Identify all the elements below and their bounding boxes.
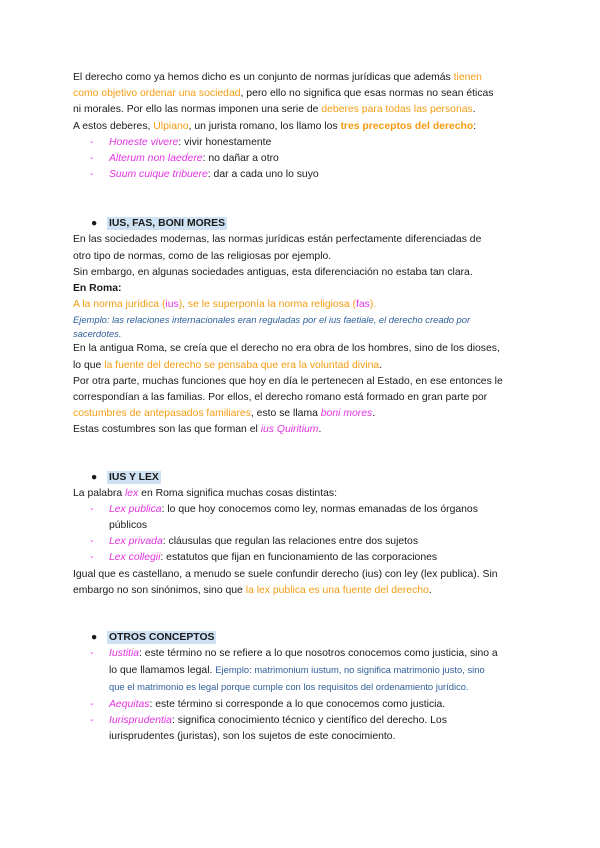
definition: lo que llamamos legal. xyxy=(109,665,216,677)
precepts-list xyxy=(73,135,533,184)
list-item xyxy=(73,534,533,550)
section-title: OTROS CONCEPTOS xyxy=(109,632,215,644)
text: . xyxy=(379,359,383,371)
paragraph-line: Sin embargo, en algunas sociedades antiguas, esta diferenciación no estaba tan clara. xyxy=(73,266,473,278)
list-item xyxy=(73,151,533,167)
paragraph-line xyxy=(73,358,533,374)
term: Suum cuique tribuere xyxy=(109,169,208,181)
definition: : vivir honestamente xyxy=(178,136,272,148)
text: embargo no son sinónimos, sino que xyxy=(73,584,246,596)
text: ni morales. Por ello las normas imponen una serie de xyxy=(73,104,322,116)
text: : xyxy=(473,120,477,132)
paragraph-line: correspondían a las familias. Por ellos, el derecho romano está formado en gran parte por xyxy=(73,392,488,404)
paragraph-line xyxy=(73,406,533,422)
term: Lex collegii xyxy=(109,552,161,564)
text: lo que xyxy=(73,359,105,371)
paragraph-line xyxy=(73,486,533,502)
bullet-icon: ● xyxy=(91,218,98,230)
paragraph-line: En la antigua Roma, se creía que el derecho no era obra de los hombres, sino de los dioses, xyxy=(73,343,500,355)
section-ius-lex xyxy=(73,469,533,599)
definition: : este término si corresponde a lo que conocemos como justicia. xyxy=(149,698,446,710)
paragraph-line: otro tipo de normas, como de las religiosas por ejemplo. xyxy=(73,250,332,262)
paragraph-line: Por otra parte, muchas funciones que hoy en día le pertenecen al Estado, en ese entonces le xyxy=(73,375,503,387)
definition: : estatutos que fijan en funcionamiento de las corporaciones xyxy=(160,552,438,564)
definition: : significa conocimiento técnico y científico del derecho. Los xyxy=(171,714,447,726)
section-heading xyxy=(91,215,533,232)
text: . xyxy=(318,424,322,436)
example-text: sacerdotes. xyxy=(73,328,122,340)
text: . xyxy=(428,584,432,596)
definition: públicos xyxy=(109,520,148,532)
highlight-orange: la lex publica es una fuente del derecho xyxy=(245,584,429,596)
intro-line xyxy=(73,102,533,118)
term: Lex privada xyxy=(109,536,163,548)
section-title: IUS, FAS, BONI MORES xyxy=(109,218,226,230)
term: Iustitia xyxy=(109,648,140,660)
definition: : no dañar a otro xyxy=(202,153,279,165)
term: Aequitas xyxy=(109,698,150,710)
paragraph-line: Igual que es castellano, a menudo se suele confundir derecho (ius) con ley (lex publica). Sin xyxy=(73,568,498,580)
list-item xyxy=(73,697,533,713)
highlight-orange: deberes para todas las personas xyxy=(321,104,473,116)
text: , esto se llama xyxy=(250,408,321,420)
definition: : lo que hoy conocemos como ley, normas emanadas de los órganos xyxy=(161,503,478,515)
example-text: Ejemplo: matrimonium iustum, no significa matrimonio justo, sino xyxy=(215,664,485,676)
term: Lex publica xyxy=(109,503,162,515)
text: , un jurista romano, los llamo los xyxy=(188,120,341,132)
text: . xyxy=(372,408,376,420)
text: . xyxy=(472,104,476,116)
list-item xyxy=(73,713,533,745)
concepts-list xyxy=(73,646,533,745)
paragraph-line: En las sociedades modernas, las normas jurídicas están perfectamente diferenciadas de xyxy=(73,234,482,246)
definition: : dar a cada uno lo suyo xyxy=(207,169,319,181)
example-text: Ejemplo: las relaciones internacionales eran reguladas por el ius faetiale, el derecho creado por xyxy=(73,314,471,326)
paragraph-line xyxy=(73,583,533,599)
definition: : este término no se refiere a lo que nosotros conocemos como justicia, sino a xyxy=(139,648,498,660)
definition: iurisprudentes (juristas), son los sujetos de este conocimiento. xyxy=(109,731,396,743)
text: El derecho como ya hemos dicho es un conjunto de normas jurídicas que además xyxy=(73,72,454,83)
list-item xyxy=(73,502,533,534)
bullet-icon: ● xyxy=(91,632,98,644)
highlight-orange: Ulpiano xyxy=(153,120,189,132)
highlight-orange: la fuente del derecho se pensaba que era la voluntad divina xyxy=(104,359,380,371)
list-item xyxy=(73,550,533,566)
text: en Roma significa muchas cosas distintas: xyxy=(138,487,337,499)
intro-paragraph xyxy=(73,70,533,183)
text: ). xyxy=(369,299,377,311)
text: , pero ello no significa que esas normas no sean éticas xyxy=(240,88,494,100)
example-text: que el matrimonio es legal porque cumple con los requisitos del ordenamiento jurídico. xyxy=(109,681,469,693)
term: fas xyxy=(356,299,370,311)
list-item xyxy=(73,646,533,697)
section-ius-fas xyxy=(73,215,533,438)
text: ), se le superponía la norma religiosa ( xyxy=(178,299,357,311)
highlight-orange-bold: tres preceptos del derecho xyxy=(340,120,474,132)
intro-line xyxy=(73,70,533,86)
document-page xyxy=(73,70,533,745)
highlight-orange: costumbres de antepasados familiares xyxy=(73,408,251,420)
text: La palabra xyxy=(73,487,125,499)
lex-list xyxy=(73,502,533,567)
term: ius Quiritium xyxy=(260,424,319,436)
term: Alterum non laedere xyxy=(109,153,203,165)
list-item xyxy=(73,135,533,151)
intro-line xyxy=(73,119,533,135)
paragraph-line xyxy=(73,297,533,313)
intro-line xyxy=(73,86,533,102)
highlight-orange: tienen xyxy=(453,72,482,83)
text: A estos deberes, xyxy=(73,120,154,132)
text: A la norma jurídica ( xyxy=(73,299,166,311)
list-item xyxy=(73,167,533,183)
section-heading xyxy=(91,629,533,646)
text: Estas costumbres son las que forman el xyxy=(73,424,261,436)
section-heading xyxy=(91,469,533,486)
paragraph-line xyxy=(73,422,533,438)
term: boni mores xyxy=(320,408,373,420)
term: lex xyxy=(125,487,139,499)
subheading: En Roma: xyxy=(73,283,122,295)
term: ius xyxy=(165,299,179,311)
section-otros xyxy=(73,629,533,745)
term: Iurisprudentia xyxy=(109,714,172,726)
definition: : cláusulas que regulan las relaciones entre dos sujetos xyxy=(162,536,419,548)
bullet-icon: ● xyxy=(91,471,98,483)
term: Honeste vivere xyxy=(109,136,179,148)
highlight-orange: como objetivo ordenar una sociedad xyxy=(73,88,241,100)
section-title: IUS Y LEX xyxy=(109,471,159,483)
